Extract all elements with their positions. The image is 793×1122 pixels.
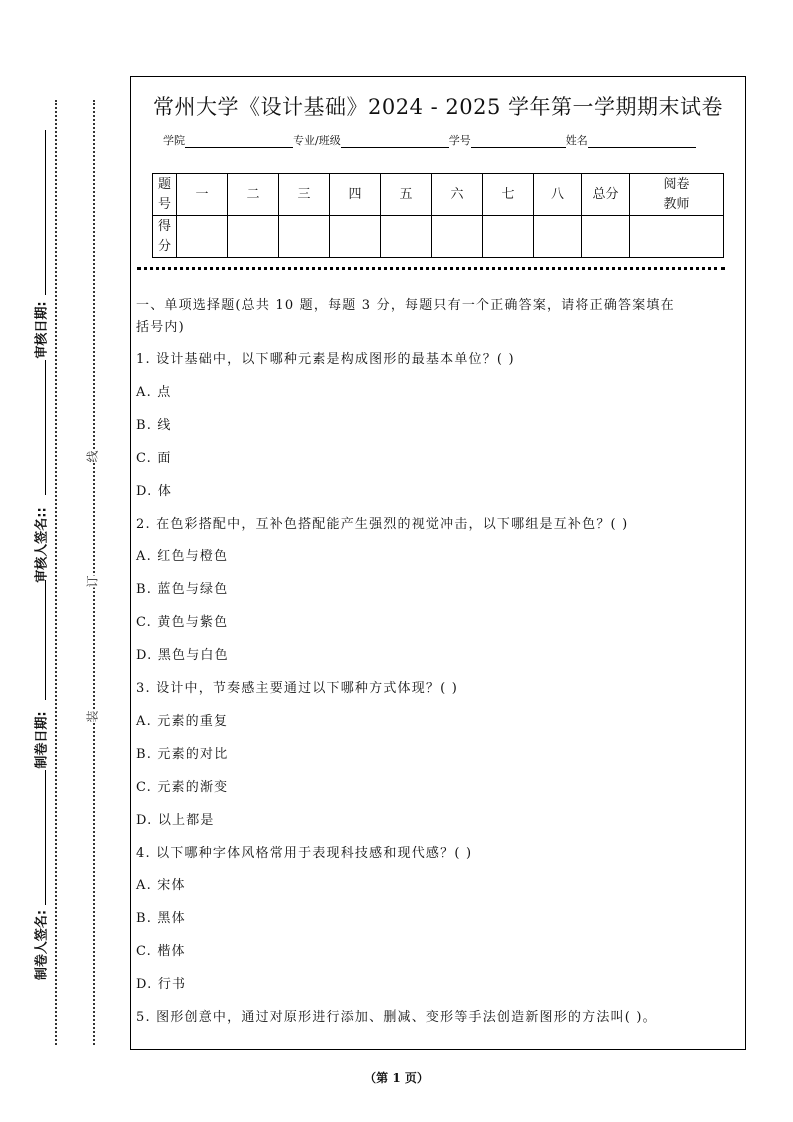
maker-signature-label: 制卷人签名: xyxy=(34,909,50,981)
score-cell[interactable] xyxy=(381,216,432,258)
question: 2. 在色彩搭配中，互补色搭配能产生强烈的视觉冲击，以下哪组是互补色？( ) xyxy=(136,516,629,532)
student-id-label: 学号 xyxy=(448,134,471,147)
answer-option: A. 元素的重复 xyxy=(136,713,229,729)
section-heading-cont: 括号内) xyxy=(136,320,185,335)
header-cell: 总分 xyxy=(582,174,630,216)
score-cell[interactable] xyxy=(330,216,381,258)
college-label: 学院 xyxy=(163,134,185,147)
answer-option: B. 蓝色与绿色 xyxy=(136,582,229,598)
answer-option: C. 面 xyxy=(136,450,172,466)
score-cell[interactable] xyxy=(177,216,228,258)
answer-option: C. 黄色与紫色 xyxy=(136,615,229,631)
question: 4. 以下哪种字体风格常用于表现科技感和现代感？( ) xyxy=(136,845,473,861)
header-cell: 三 xyxy=(279,174,330,216)
header-cell: 六 xyxy=(432,174,483,216)
exam-page xyxy=(130,76,746,1050)
score-table xyxy=(152,173,724,258)
question: 1. 设计基础中，以下哪种元素是构成图形的最基本单位？( ) xyxy=(136,352,515,367)
answer-option: C. 元素的渐变 xyxy=(136,779,229,795)
answer-option: D. 行书 xyxy=(136,977,187,993)
score-cell[interactable] xyxy=(534,216,582,258)
header-cell: 阅卷教师 xyxy=(630,174,724,216)
answer-option: C. 楷体 xyxy=(136,944,186,960)
signature-line xyxy=(45,580,46,700)
student-id-field[interactable] xyxy=(471,135,566,148)
binding-mark-xian: 线 xyxy=(85,450,100,463)
binding-mark-zhuang: 装 xyxy=(85,710,100,723)
name-label: 姓名 xyxy=(565,134,588,147)
header-cell: 二 xyxy=(228,174,279,216)
page-number: （第 1 页） xyxy=(364,1071,429,1085)
separator xyxy=(137,267,725,270)
maker-date-label: 制卷日期: xyxy=(34,711,50,769)
student-info xyxy=(163,132,696,148)
header-cell: 题号 xyxy=(153,174,177,216)
name-field[interactable] xyxy=(588,135,696,148)
signature-line xyxy=(45,130,46,295)
signature-line xyxy=(45,770,46,905)
header-cell: 四 xyxy=(330,174,381,216)
score-cell[interactable] xyxy=(228,216,279,258)
header-cell: 八 xyxy=(534,174,582,216)
answer-option: A. 宋体 xyxy=(136,878,186,894)
answer-option: B. 线 xyxy=(136,417,172,433)
score-cell[interactable] xyxy=(279,216,330,258)
question: 3. 设计中，节奏感主要通过以下哪种方式体现？( ) xyxy=(136,681,459,696)
binding-line-inner xyxy=(93,100,95,1045)
answer-option: D. 体 xyxy=(136,483,173,499)
answer-option: A. 点 xyxy=(136,384,172,400)
page-title: 常州大学《设计基础》2024 - 2025 学年第一学期期末试卷 xyxy=(152,95,723,119)
header-cell: 一 xyxy=(177,174,228,216)
binding-line-outer xyxy=(55,100,57,1045)
score-cell[interactable] xyxy=(483,216,534,258)
score-cell[interactable] xyxy=(432,216,483,258)
score-cell[interactable] xyxy=(582,216,630,258)
college-field[interactable] xyxy=(185,135,293,148)
answer-option: A. 红色与橙色 xyxy=(136,549,229,565)
major-field[interactable] xyxy=(341,135,449,148)
binding-mark-ding: 订 xyxy=(85,575,100,588)
answer-option: B. 元素的对比 xyxy=(136,746,229,762)
header-cell: 七 xyxy=(483,174,534,216)
section-heading: 一、单项选择题(总共 10 题，每题 3 分，每题只有一个正确答案，请将正确答案填在 xyxy=(136,298,675,313)
answer-option: D. 以上都是 xyxy=(136,812,215,828)
answer-option: D. 黑色与白色 xyxy=(136,648,229,664)
answer-option: B. 黑体 xyxy=(136,911,186,927)
major-label: 专业/班级 xyxy=(293,134,341,147)
score-label: 得分 xyxy=(153,216,177,258)
score-cell[interactable] xyxy=(630,216,724,258)
reviewer-signature-label: 审核人签名:: xyxy=(34,507,50,583)
header-cell: 五 xyxy=(381,174,432,216)
question: 5. 图形创意中，通过对原形进行添加、删减、变形等手法创造新图形的方法叫( )。 xyxy=(136,1010,657,1025)
review-date-label: 审核日期: xyxy=(34,301,50,359)
signature-line xyxy=(45,360,46,495)
